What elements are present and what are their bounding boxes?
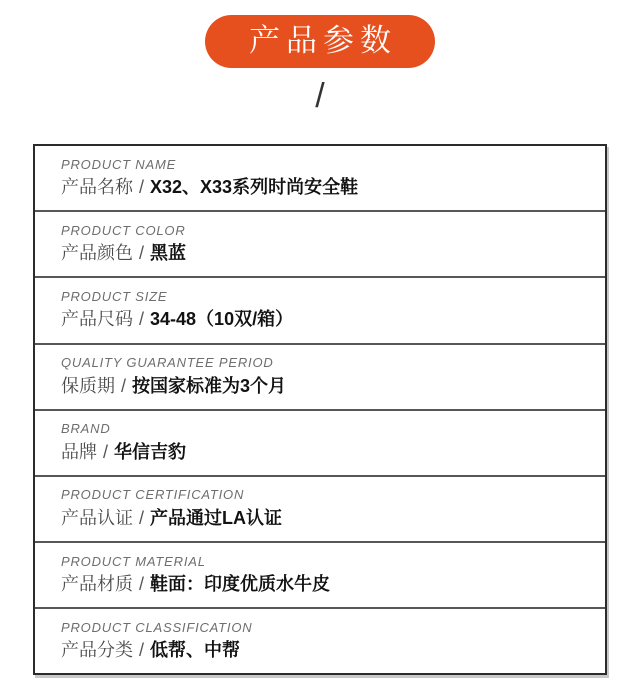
- row-label-zh: 产品认证: [61, 507, 133, 528]
- row-label-en: PRODUCT NAME: [61, 156, 177, 172]
- table-row: [35, 543, 605, 609]
- row-label-zh: 品牌: [61, 441, 97, 462]
- row-separator: /: [139, 177, 145, 198]
- row-value: 产品通过LA认证: [150, 507, 283, 528]
- row-label-en: PRODUCT MATERIAL: [61, 553, 206, 569]
- row-value: 华信吉豹: [114, 441, 187, 462]
- row-label-zh: 保质期: [61, 375, 115, 396]
- row-separator: /: [139, 309, 145, 330]
- section-header: [0, 0, 640, 68]
- row-separator: /: [103, 441, 109, 462]
- table-row: [35, 477, 605, 543]
- table-row: [35, 278, 605, 344]
- table-row: [35, 609, 605, 673]
- row-label-zh: 产品名称: [61, 177, 133, 198]
- row-label-en: PRODUCT SIZE: [61, 289, 168, 305]
- row-label-zh: 产品材质: [61, 573, 133, 594]
- row-separator: /: [139, 243, 145, 264]
- row-content: [61, 176, 579, 199]
- slash-divider: /: [315, 77, 325, 116]
- table-row: [35, 411, 605, 477]
- spec-table: [33, 144, 607, 675]
- row-content: [61, 639, 579, 662]
- row-content: [61, 308, 579, 331]
- row-separator: /: [139, 640, 145, 661]
- row-value: 按国家标准为3个月: [132, 375, 287, 396]
- row-value: 低帮、中帮: [150, 640, 241, 661]
- row-content: [61, 242, 579, 265]
- row-value: 黑蓝: [150, 243, 187, 264]
- row-label-en: PRODUCT CLASSIFICATION: [61, 619, 253, 635]
- row-label-zh: 产品尺码: [61, 309, 133, 330]
- row-separator: /: [121, 375, 127, 396]
- row-label-en: BRAND: [61, 421, 111, 437]
- section-title-pill: 产品参数: [205, 15, 435, 68]
- row-separator: /: [139, 507, 145, 528]
- row-label-en: PRODUCT CERTIFICATION: [61, 487, 245, 503]
- row-separator: /: [139, 573, 145, 594]
- row-value: 34-48（10双/箱）: [150, 309, 294, 330]
- row-label-zh: 产品分类: [61, 640, 133, 661]
- table-row: [35, 146, 605, 212]
- row-label-en: QUALITY GUARANTEE PERIOD: [61, 355, 274, 371]
- table-row: [35, 212, 605, 278]
- row-content: [61, 375, 579, 398]
- row-label-en: PRODUCT COLOR: [61, 222, 186, 238]
- row-value: X32、X33系列时尚安全鞋: [150, 177, 359, 198]
- row-label-zh: 产品颜色: [61, 243, 133, 264]
- row-content: [61, 441, 579, 464]
- table-row: [35, 345, 605, 411]
- row-value: 鞋面：印度优质水牛皮: [150, 573, 331, 594]
- row-content: [61, 507, 579, 530]
- row-content: [61, 573, 579, 596]
